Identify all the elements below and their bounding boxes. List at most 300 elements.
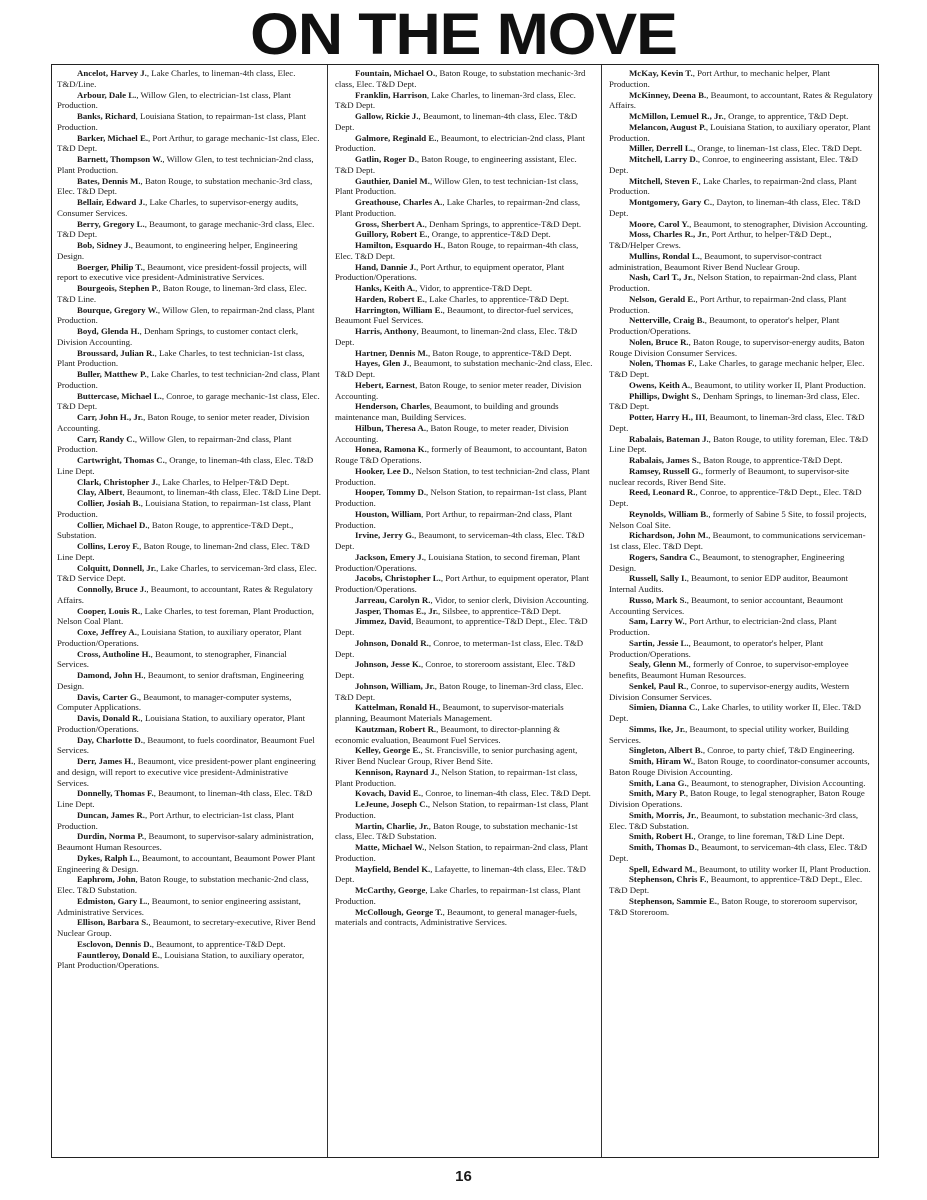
- personnel-entry: [335, 509, 595, 531]
- personnel-entry: [609, 337, 873, 359]
- employee-name: Harden, Robert E.: [355, 293, 425, 304]
- employee-name: Johnson, William, Jr.: [355, 680, 435, 691]
- employee-name: Davis, Carter G.: [77, 691, 139, 702]
- personnel-entry: [609, 509, 873, 531]
- personnel-entry: [335, 423, 595, 445]
- personnel-entry: [57, 219, 321, 241]
- assignment-text: , Lake Charles, to test foreman, Plant Production, Nelson Coal Plant.: [57, 605, 314, 627]
- employee-name: Coxe, Jeffrey A.: [77, 627, 137, 637]
- assignment-text: , Dayton, to lineman-4th class, Elec. T&D Dept.: [609, 197, 861, 218]
- employee-name: Kattelman, Ronald H.: [355, 702, 439, 713]
- employee-name: Carr, Randy C.: [77, 433, 135, 444]
- assignment-text: , Nelson Station, to test technician-2nd class, Plant Production.: [335, 465, 590, 487]
- personnel-entry: [57, 692, 321, 714]
- personnel-entry: [335, 724, 595, 746]
- personnel-entry: [609, 315, 873, 337]
- assignment-text: , Baton Rouge, to senior meter reader, Division Accounting.: [57, 412, 310, 433]
- listing-frame: [51, 64, 879, 1158]
- personnel-entry: [609, 197, 873, 219]
- personnel-entry: [609, 788, 873, 810]
- employee-name: Arbour, Dale L.: [77, 89, 137, 100]
- personnel-entry: [335, 821, 595, 843]
- assignment-text: , Denham Springs, to apprentice-T&D Dept.: [424, 218, 582, 229]
- assignment-text: , Beaumont, to engineering helper, Engineering Design.: [57, 240, 298, 261]
- personnel-entry: [57, 487, 321, 498]
- employee-name: Stephenson, Sammie E.: [629, 895, 717, 906]
- assignment-text: , Lake Charles, to serviceman-3rd class, Elec. T&D Service Dept.: [57, 562, 317, 584]
- assignment-text: , Vidor, to senior clerk, Division Accounting.: [430, 594, 589, 605]
- employee-name: Colquitt, Donnell, Jr.: [77, 562, 157, 573]
- employee-name: Gallow, Rickie J.: [355, 111, 419, 121]
- assignment-text: , Baton Rouge, to apprentice-T&D Dept.: [427, 347, 572, 358]
- assignment-text: , Baton Rouge, to storeroom supervisor, T&D Storeroom.: [609, 895, 858, 917]
- personnel-entry: [57, 606, 321, 628]
- employee-name: Sealy, Glenn M.: [629, 659, 689, 670]
- column-1: [57, 68, 321, 1152]
- employee-name: Simien, Dianna C.: [629, 702, 698, 713]
- personnel-entry: [57, 498, 321, 520]
- assignment-text: , Orange, to apprentice, T&D Dept.: [723, 111, 849, 121]
- personnel-entry: [609, 219, 873, 230]
- employee-name: Potter, Harry H., III: [629, 412, 706, 422]
- personnel-entry: [335, 240, 595, 262]
- assignment-text: , Baton Rouge, to substation mechanic-1st class, Elec. T&D Substation.: [335, 820, 578, 842]
- assignment-text: , Beaumont, to manager-computer systems, Computer Applications.: [57, 691, 292, 713]
- employee-name: Damond, John H.: [77, 670, 144, 680]
- assignment-text: , formerly of Sabine 5 Site, to fossil projects, Nelson Coal Site.: [609, 508, 867, 530]
- assignment-text: , Nelson Station, to repairman-1st class, Plant Production.: [335, 766, 578, 788]
- employee-name: McMillon, Lemuel R., Jr.: [629, 111, 724, 121]
- assignment-text: , Baton Rouge, to lineman-3rd class, Elec. T&D Line.: [57, 283, 307, 304]
- employee-name: Kovach, David E.: [355, 788, 421, 799]
- personnel-entry: [57, 520, 321, 542]
- employee-name: Honea, Ramona K.: [355, 444, 427, 455]
- assignment-text: , Lake Charles, to repairman-2nd class, Plant Production.: [335, 197, 581, 218]
- assignment-text: , Lake Charles, to lineman-3rd class, Elec. T&D Dept.: [335, 89, 576, 111]
- employee-name: Guillory, Robert E.: [355, 229, 428, 240]
- assignment-text: , Beaumont, to accountant, Rates & Regulatory Affairs.: [57, 584, 313, 605]
- assignment-text: , Lake Charles, to supervisor-energy audits, Consumer Services.: [57, 197, 299, 218]
- employee-name: Mitchell, Steven F.: [629, 175, 699, 186]
- personnel-entry: [609, 466, 873, 488]
- employee-name: Buller, Matthew P.: [77, 369, 147, 379]
- employee-name: Buttercase, Michael L.: [77, 390, 162, 401]
- assignment-text: , Beaumont, to electrician-2nd class, Plant Production.: [335, 132, 585, 154]
- assignment-text: , Louisiana Station, to repairman-1st class, Plant Production.: [57, 111, 306, 132]
- personnel-entry: [335, 681, 595, 703]
- employee-name: Eaphrom, John: [77, 874, 136, 885]
- employee-name: McKay, Kevin T.: [629, 68, 693, 78]
- employee-name: Barnett, Thompson W.: [77, 154, 163, 164]
- employee-name: Greathouse, Charles A.: [355, 197, 443, 207]
- employee-name: Mayfield, Bendel K.: [355, 863, 431, 874]
- personnel-entry: [609, 616, 873, 638]
- employee-name: Kautzman, Robert R.: [355, 723, 437, 734]
- employee-name: Hooker, Lee D.: [355, 465, 412, 476]
- employee-name: Nolen, Thomas F.: [629, 358, 695, 369]
- assignment-text: , Willow Glen, to test technician-1st class, Plant Production.: [335, 175, 579, 197]
- personnel-entry: [335, 229, 595, 240]
- assignment-text: , formerly of Beaumont, to accountant, Baton Rouge T&D Operations.: [335, 444, 587, 465]
- assignment-text: , Beaumont, to supervisor-salary administration, Beaumont Human Resources.: [57, 831, 314, 852]
- assignment-text: , Beaumont, to apprentice-T&D Dept., Elec. T&D Dept.: [609, 874, 863, 895]
- employee-name: Smith, Hiram W.: [629, 756, 694, 766]
- assignment-text: , Beaumont, to lineman-4th class, Elec. T&D Line Dept.: [122, 487, 321, 498]
- employee-name: Kelley, George E.: [355, 745, 421, 756]
- assignment-text: , Beaumont, to serviceman-4th class, Elec. T&D Dept.: [335, 530, 585, 551]
- personnel-entry: [609, 864, 873, 875]
- employee-name: Berry, Gregory L.: [77, 218, 145, 229]
- personnel-entry: [609, 842, 873, 864]
- assignment-text: , Beaumont, to accountant, Beaumont Power Plant Engineering & Design.: [57, 852, 316, 874]
- assignment-text: , Beaumont, to director-planning & economic evaluation, Beaumont Fuel Services.: [335, 723, 561, 745]
- assignment-text: , Beaumont, to operator's helper, Plant Production/Operations.: [609, 315, 840, 336]
- assignment-text: , Louisiana Station, to auxiliary operator, Plant Production.: [609, 121, 871, 143]
- personnel-entry: [57, 874, 321, 896]
- assignment-text: , Beaumont, to utility worker II, Plant Production.: [695, 863, 871, 874]
- assignment-text: , Baton Rouge, to coordinator-consumer accounts, Baton Rouge Division Accounting.: [609, 756, 870, 777]
- employee-name: Donnelly, Thomas F.: [77, 788, 154, 799]
- assignment-text: , Nelson Station, to repairman-1st class, Plant Production.: [335, 799, 589, 820]
- assignment-text: , Conroe, to lineman-4th class, Elec. T&D Dept.: [421, 788, 591, 799]
- assignment-text: , Baton Rouge, to lineman-2nd class, Elec. T&D Line Dept.: [57, 541, 310, 562]
- assignment-text: , Louisiana Station, to repairman-1st class, Plant Production.: [57, 498, 312, 519]
- personnel-entry: [609, 745, 873, 756]
- employee-name: Ellison, Barbara S.: [77, 917, 149, 928]
- personnel-entry: [609, 831, 873, 842]
- personnel-entry: [57, 541, 321, 563]
- page-number: 16: [455, 1168, 472, 1185]
- personnel-entry: [57, 939, 321, 950]
- assignment-text: , Orange, to apprentice-T&D Dept.: [427, 229, 551, 240]
- personnel-entry: [57, 713, 321, 735]
- personnel-entry: [609, 251, 873, 273]
- personnel-entry: [335, 219, 595, 230]
- personnel-entry: [609, 358, 873, 380]
- assignment-text: , Beaumont, to lineman-4th class, Elec. T&D Dept.: [335, 111, 578, 132]
- personnel-entry: [609, 68, 873, 90]
- assignment-text: , Conroe, to supervisor-energy audits, Western Division Consumer Services.: [609, 680, 850, 702]
- personnel-entry: [335, 745, 595, 767]
- personnel-entry: [335, 659, 595, 681]
- employee-name: Irvine, Jerry G.: [355, 530, 415, 541]
- assignment-text: , Beaumont, to lineman-3rd class, Elec. T&D Dept.: [609, 412, 865, 433]
- personnel-entry: [609, 896, 873, 918]
- employee-name: Owens, Keith A.: [629, 379, 691, 390]
- personnel-entry: [57, 176, 321, 198]
- personnel-entry: [609, 778, 873, 789]
- assignment-text: , Baton Rouge, to engineering assistant, Elec. T&D Dept.: [335, 154, 577, 175]
- assignment-text: , Willow Glen, to repairman-2nd class, Plant Production.: [57, 433, 292, 455]
- assignment-text: , Beaumont, vice president-power plant engineering and design, will report to executive vice president-Administrative Services.: [57, 756, 316, 788]
- column-divider: [327, 65, 328, 1157]
- assignment-text: , Lake Charles, to lineman-4th class, Elec. T&D/Line.: [57, 68, 296, 89]
- masthead-title: ON THE MOVE: [250, 2, 677, 67]
- personnel-entry: [57, 240, 321, 262]
- employee-name: Edmiston, Gary L.: [77, 895, 148, 906]
- assignment-text: , Lake Charles, to utility worker II, Elec. T&D Dept.: [609, 702, 861, 723]
- employee-name: Gross, Sherbert A.: [355, 218, 425, 229]
- employee-name: Bates, Dennis M.: [77, 175, 141, 186]
- personnel-entry: [609, 412, 873, 434]
- employee-name: Cooper, Louis R.: [77, 605, 141, 616]
- column-3: [609, 68, 873, 1152]
- personnel-entry: [57, 434, 321, 456]
- assignment-text: , Beaumont, to garage mechanic-3rd class, Elec. T&D Dept.: [57, 218, 315, 240]
- personnel-entry: [609, 487, 873, 509]
- employee-name: Nolen, Bruce R.: [629, 336, 689, 347]
- employee-name: Spell, Edward M.: [629, 863, 695, 874]
- employee-name: Durdin, Norma P.: [77, 831, 145, 842]
- personnel-entry: [335, 133, 595, 155]
- personnel-entry: [609, 681, 873, 703]
- personnel-entry: [609, 380, 873, 391]
- employee-name: Hartner, Dennis M.: [355, 347, 428, 358]
- employee-name: Hilbun, Theresa A.: [355, 422, 427, 433]
- assignment-text: , Lake Charles, to Helper-T&D Dept.: [157, 476, 290, 487]
- assignment-text: , Port Arthur, to repairman-2nd class, Plant Production.: [335, 508, 573, 530]
- employee-name: McCollough, George T.: [355, 906, 443, 917]
- personnel-entry: [609, 391, 873, 413]
- personnel-entry: [57, 90, 321, 112]
- employee-name: Senkel, Paul R.: [629, 680, 687, 691]
- personnel-entry: [609, 756, 873, 778]
- personnel-entry: [609, 455, 873, 466]
- employee-name: Barker, Michael E.: [77, 132, 149, 143]
- personnel-entry: [335, 444, 595, 466]
- assignment-text: , Nelson Station, to repairman-2nd class, Plant Production.: [609, 272, 857, 293]
- assignment-text: , Lake Charles, to repairman-2nd class, Plant Production.: [609, 175, 857, 197]
- personnel-entry: [57, 756, 321, 788]
- assignment-text: , Denham Springs, to lineman-3rd class, Elec. T&D Dept.: [609, 390, 860, 412]
- personnel-entry: [335, 885, 595, 907]
- assignment-text: , Port Arthur, to garage mechanic-1st class, Elec. T&D Dept.: [57, 132, 320, 154]
- assignment-text: , Beaumont, to communications serviceman-1st class, Elec. T&D Dept.: [609, 530, 866, 551]
- personnel-entry: [609, 573, 873, 595]
- assignment-text: , Nelson Station, to repairman-2nd class, Plant Production.: [335, 842, 588, 863]
- employee-name: Harrington, William E.: [355, 304, 443, 315]
- employee-name: Banks, Richard: [77, 111, 136, 121]
- assignment-text: , Beaumont, to apprentice-T&D Dept., Elec. T&D Dept.: [335, 616, 588, 637]
- employee-name: Connolly, Bruce J.: [77, 584, 147, 594]
- employee-name: Bob, Sidney J.: [77, 240, 131, 250]
- personnel-entry: [57, 154, 321, 176]
- personnel-entry: [335, 358, 595, 380]
- employee-name: Henderson, Charles: [355, 401, 430, 412]
- assignment-text: , Lake Charles, to repairman-1st class, Plant Production.: [335, 885, 581, 906]
- employee-name: Ramsey, Russell G.: [629, 465, 701, 476]
- employee-name: Stephenson, Chris F.: [629, 874, 707, 885]
- assignment-text: , Port Arthur, to mechanic helper, Plant Production.: [609, 68, 831, 89]
- personnel-entry: [609, 154, 873, 176]
- employee-name: Rogers, Sandra C.: [629, 551, 698, 562]
- personnel-entry: [335, 466, 595, 488]
- employee-name: Gatlin, Roger D.: [355, 154, 417, 164]
- assignment-text: , Port Arthur, to electrician-2nd class, Plant Production.: [609, 616, 837, 637]
- personnel-entry: [609, 530, 873, 552]
- personnel-entry: [609, 659, 873, 681]
- employee-name: Moss, Charles R., Jr.: [629, 229, 708, 240]
- employee-name: Melancon, August P.: [629, 121, 706, 132]
- personnel-entry: [57, 305, 321, 327]
- employee-name: Nash, Carl T., Jr.: [629, 272, 694, 283]
- employee-name: Richardson, John M.: [629, 530, 709, 541]
- assignment-text: , Beaumont, to stenographer, Division Accounting.: [686, 777, 866, 788]
- assignment-text: , Baton Rouge, to supervisor-energy audits, Baton Rouge Division Consumer Services.: [609, 336, 865, 358]
- employee-name: Smith, Lana G.: [629, 777, 687, 788]
- personnel-entry: [609, 176, 873, 198]
- employee-name: Bellair, Edward J.: [77, 197, 146, 207]
- assignment-text: , Beaumont, to stenographer, Engineering Design.: [609, 551, 845, 573]
- assignment-text: , Baton Rouge, to legal stenographer, Baton Rouge Division Operations.: [609, 788, 865, 809]
- personnel-entry: [335, 638, 595, 660]
- assignment-text: , Louisiana Station, to second fireman, Plant Production/Operations.: [335, 551, 581, 573]
- personnel-entry: [609, 434, 873, 456]
- personnel-entry: [335, 176, 595, 198]
- personnel-entry: [609, 143, 873, 154]
- personnel-entry: [335, 595, 595, 606]
- personnel-entry: [335, 283, 595, 294]
- employee-name: Hebert, Earnest: [355, 379, 416, 390]
- personnel-entry: [57, 831, 321, 853]
- column-divider: [601, 65, 602, 1157]
- personnel-entry: [57, 649, 321, 671]
- personnel-entry: [57, 853, 321, 875]
- assignment-text: , Louisiana Station, to auxiliary operator, Plant Production/Operations.: [57, 949, 305, 971]
- assignment-text: , Beaumont, to substation mechanic-3rd class, Elec. T&D Substation.: [609, 809, 859, 831]
- employee-name: Phillips, Dwight S.: [629, 390, 699, 401]
- employee-name: Davis, Donald R.: [77, 713, 141, 723]
- personnel-entry: [335, 530, 595, 552]
- employee-name: Smith, Mary P.: [629, 788, 686, 799]
- assignment-text: , Beaumont, to accountant, Rates & Regulatory Affairs.: [609, 89, 873, 111]
- assignment-text: , Beaumont, to supervisor-contract administration, Beaumont River Bend Nuclear Group.: [609, 250, 822, 272]
- assignment-text: , Beaumont, to utility worker II, Plant Production.: [690, 379, 866, 390]
- employee-name: Bourgeois, Stephen P.: [77, 283, 159, 293]
- personnel-entry: [57, 810, 321, 832]
- employee-name: Collins, Leroy F.: [77, 541, 140, 551]
- employee-name: Houston, William: [355, 508, 422, 519]
- personnel-entry: [335, 154, 595, 176]
- employee-name: Clark, Christopher J.: [77, 476, 158, 487]
- assignment-text: , Denham Springs, to customer contact clerk, Division Accounting.: [57, 326, 299, 347]
- employee-name: Carr, John H., Jr.: [77, 412, 144, 422]
- assignment-text: , Port Arthur, to equipment operator, Plant Production/Operations.: [335, 573, 589, 594]
- personnel-entry: [57, 455, 321, 477]
- assignment-text: , Beaumont, to substation mechanic-2nd class, Elec. T&D Dept.: [335, 358, 593, 379]
- assignment-text: , Baton Rouge, to lineman-3rd class, Elec. T&D Dept.: [335, 680, 584, 702]
- personnel-entry: [57, 369, 321, 391]
- personnel-entry: [335, 907, 595, 929]
- personnel-entry: [57, 348, 321, 370]
- assignment-text: , Vidor, to apprentice-T&D Dept.: [415, 283, 533, 293]
- employee-name: Boyd, Glenda H.: [77, 326, 140, 336]
- personnel-entry: [609, 724, 873, 746]
- employee-name: Nelson, Gerald E.: [629, 293, 696, 304]
- personnel-entry: [609, 272, 873, 294]
- employee-name: Sam, Larry W.: [629, 616, 685, 627]
- assignment-text: , Lake Charles, to garage mechanic helper, Elec. T&D Dept.: [609, 358, 865, 379]
- personnel-entry: [335, 305, 595, 327]
- assignment-text: , formerly of Beaumont, to supervisor-site nuclear records, River Bend Site.: [609, 465, 849, 487]
- employee-name: Russo, Mark S.: [629, 594, 687, 605]
- personnel-entry: [335, 380, 595, 402]
- employee-name: Ancelot, Harvey J.: [77, 68, 147, 78]
- employee-name: Fountain, Michael O.: [355, 68, 436, 78]
- assignment-text: , Beaumont, to operator's helper, Plant Production/Operations.: [609, 637, 824, 659]
- personnel-entry: [609, 122, 873, 144]
- assignment-text: , Willow Glen, to test technician-2nd class, Plant Production.: [57, 154, 314, 175]
- personnel-entry: [609, 111, 873, 122]
- personnel-entry: [335, 606, 595, 617]
- employee-name: Miller, Derrell L.: [629, 143, 694, 154]
- assignment-text: , Beaumont, to serviceman-4th class, Elec. T&D Dept.: [609, 842, 868, 863]
- assignment-text: , Beaumont, to apprentice-T&D Dept.: [151, 938, 286, 949]
- assignment-text: , Beaumont, to supervisor-materials planning, Beaumont Materials Management.: [335, 702, 564, 723]
- employee-name: Kennison, Raynard J.: [355, 766, 438, 777]
- personnel-entry: [57, 283, 321, 305]
- personnel-entry: [57, 563, 321, 585]
- assignment-text: , Beaumont, to lineman-2nd class, Elec. T&D Dept.: [335, 326, 578, 347]
- assignment-text: , Conroe, to storeroom assistant, Elec. T&D Dept.: [335, 659, 576, 680]
- assignment-text: , Nelson Station, to repairman-1st class, Plant Production.: [335, 487, 587, 508]
- assignment-text: , Beaumont, to secretary-executive, River Bend Nuclear Group.: [57, 917, 316, 938]
- assignment-text: , Baton Rouge, to substation mechanic-3rd class, Elec. T&D Dept.: [57, 175, 313, 197]
- assignment-text: , Beaumont, to stenographer, Financial Services.: [57, 648, 287, 670]
- assignment-text: , Baton Rouge, to substation mechanic-2nd class, Elec. T&D Substation.: [57, 874, 309, 895]
- assignment-text: , Lake Charles, to apprentice-T&D Dept.: [424, 293, 570, 304]
- employee-name: Netterville, Craig B.: [629, 315, 705, 326]
- employee-name: Duncan, James R.: [77, 809, 145, 820]
- personnel-entry: [335, 90, 595, 112]
- personnel-entry: [335, 573, 595, 595]
- assignment-text: , Beaumont, to stenographer, Division Accounting.: [689, 218, 868, 229]
- personnel-entry: [57, 950, 321, 972]
- assignment-text: , Beaumont, to lineman-4th class, Elec. T&D Line Dept.: [57, 788, 313, 809]
- employee-name: Dykes, Ralph L.: [77, 852, 138, 863]
- personnel-entry: [609, 810, 873, 832]
- column-2: [335, 68, 595, 1152]
- employee-name: Clay, Albert: [77, 487, 123, 498]
- personnel-entry: [335, 788, 595, 799]
- assignment-text: , Orange, to line foreman, T&D Line Dept.: [693, 831, 845, 842]
- assignment-text: , Port Arthur, to helper-T&D Dept., T&D/Helper Crews.: [609, 229, 832, 250]
- assignment-text: , Port Arthur, to repairman-2nd class, Plant Production.: [609, 293, 847, 315]
- personnel-entry: [609, 702, 873, 724]
- personnel-entry: [609, 595, 873, 617]
- employee-name: Reynolds, William B.: [629, 508, 709, 519]
- assignment-text: , Lafayette, to lineman-4th class, Elec. T&D Dept.: [335, 863, 586, 885]
- employee-name: McCarthy, George: [355, 885, 426, 895]
- personnel-entry: [335, 616, 595, 638]
- assignment-text: , Beaumont, to senior EDP auditor, Beaumont Internal Audits.: [609, 573, 848, 594]
- assignment-text: , Baton Rouge, to apprentice-T&D Dept., Substation.: [57, 519, 294, 541]
- employee-name: Hamilton, Esquardo H.: [355, 240, 443, 250]
- employee-name: Johnson, Jesse K.: [355, 659, 421, 670]
- assignment-text: , Willow Glen, to electrician-1st class, Plant Production.: [57, 89, 291, 111]
- assignment-text: , Lake Charles, to test technician-2nd class, Plant Production.: [57, 369, 320, 390]
- employee-name: Cross, Autholine H.: [77, 648, 151, 659]
- personnel-entry: [57, 917, 321, 939]
- assignment-text: , Orange, to lineman-4th class, Elec. T&D Line Dept.: [57, 455, 314, 476]
- assignment-text: , Conroe, to garage mechanic-1st class, Elec. T&D Dept.: [57, 390, 320, 412]
- assignment-text: , Beaumont, to building and grounds maintenance man, Building Services.: [335, 401, 559, 422]
- assignment-text: , Beaumont, to director-fuel services, Beaumont Fuel Services.: [335, 304, 574, 326]
- employee-name: Reed, Leonard R.: [629, 487, 696, 498]
- employee-name: Moore, Carol Y.: [629, 218, 690, 229]
- assignment-text: , Louisiana Station, to auxiliary operator, Plant Production/Operations.: [57, 627, 302, 648]
- personnel-entry: [335, 326, 595, 348]
